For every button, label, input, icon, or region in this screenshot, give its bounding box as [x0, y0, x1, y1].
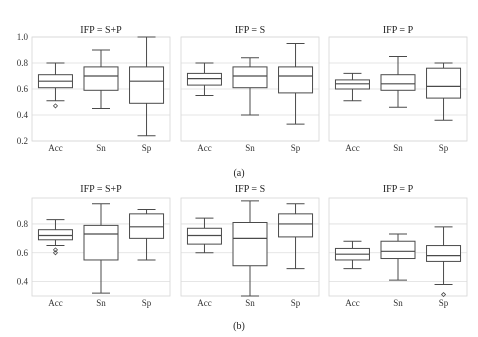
box-iqr: [84, 225, 118, 260]
figure-caption: (a): [233, 168, 245, 179]
box-sn: [233, 58, 267, 153]
y-tick-label: 0.6: [16, 247, 28, 258]
box-iqr: [233, 223, 267, 266]
panel-title: IFP = S: [234, 25, 266, 36]
panel-title: IFP = S+P: [80, 25, 122, 36]
box-acc: [335, 241, 369, 308]
box-acc: [38, 63, 72, 153]
box-sn: [381, 57, 415, 154]
x-tick-label: Acc: [48, 298, 63, 308]
box-iqr: [381, 241, 415, 258]
x-tick-label: Acc: [197, 143, 212, 153]
x-tick-label: Acc: [345, 298, 360, 308]
panel-title: IFP = S: [234, 184, 266, 195]
box-iqr: [427, 246, 461, 262]
panel-title: IFP = S+P: [80, 184, 122, 195]
x-tick-label: Sn: [96, 298, 106, 308]
figure-1: [17, 25, 467, 179]
panel-2-2: [181, 184, 319, 308]
box-acc: [38, 220, 72, 308]
box-sn: [84, 50, 118, 153]
box-iqr: [187, 228, 221, 244]
box-sn: [381, 234, 415, 308]
panel-2-1: [17, 184, 170, 308]
panel-2-3: [329, 184, 467, 308]
box-sp: [130, 210, 164, 308]
box-iqr: [279, 67, 313, 93]
x-tick-label: Sn: [96, 143, 106, 153]
panel-1-1: [17, 25, 170, 153]
panel-title: IFP = P: [382, 25, 414, 36]
x-tick-label: Sn: [393, 143, 403, 153]
figure-2: [17, 184, 467, 332]
x-tick-label: Sp: [141, 298, 152, 308]
panel-1-2: [181, 25, 319, 153]
y-tick-label: 0.4: [16, 110, 28, 120]
box-iqr: [187, 73, 221, 85]
box-iqr: [335, 80, 369, 89]
x-tick-label: Sp: [290, 143, 301, 153]
box-iqr: [279, 214, 313, 237]
x-tick-label: Sp: [141, 143, 152, 153]
x-tick-label: Sn: [393, 298, 403, 308]
x-tick-label: Sp: [438, 298, 449, 308]
panel-1-3: [329, 25, 467, 153]
box-sp: [279, 44, 313, 154]
box-iqr: [427, 68, 461, 98]
y-tick-label: 0.8: [16, 218, 28, 229]
x-tick-label: Sn: [245, 143, 255, 153]
box-iqr: [84, 67, 118, 90]
box-iqr: [38, 230, 72, 240]
box-sn: [233, 201, 267, 308]
x-tick-label: Sp: [438, 143, 449, 153]
x-tick-label: Sn: [245, 298, 255, 308]
box-acc: [187, 63, 221, 153]
box-iqr: [130, 214, 164, 239]
box-iqr: [130, 67, 164, 103]
x-tick-label: Sp: [290, 298, 301, 308]
box-sp: [279, 204, 313, 308]
x-tick-label: Acc: [48, 143, 63, 153]
box-sn: [84, 204, 118, 308]
box-iqr: [381, 75, 415, 91]
outlier-point: [53, 104, 57, 108]
y-tick-label: 0.8: [16, 58, 28, 68]
y-tick-label: 0.2: [16, 136, 28, 146]
x-tick-label: Acc: [197, 298, 212, 308]
y-tick-label: 0.4: [16, 276, 28, 287]
box-acc: [187, 218, 221, 308]
y-tick-label: 1.0: [16, 32, 28, 42]
box-iqr: [233, 67, 267, 88]
box-sp: [130, 37, 164, 153]
figure-caption: (b): [233, 321, 245, 332]
panel-title: IFP = P: [382, 184, 414, 195]
x-tick-label: Acc: [345, 143, 360, 153]
box-sp: [427, 63, 461, 153]
y-tick-label: 0.6: [16, 84, 28, 94]
